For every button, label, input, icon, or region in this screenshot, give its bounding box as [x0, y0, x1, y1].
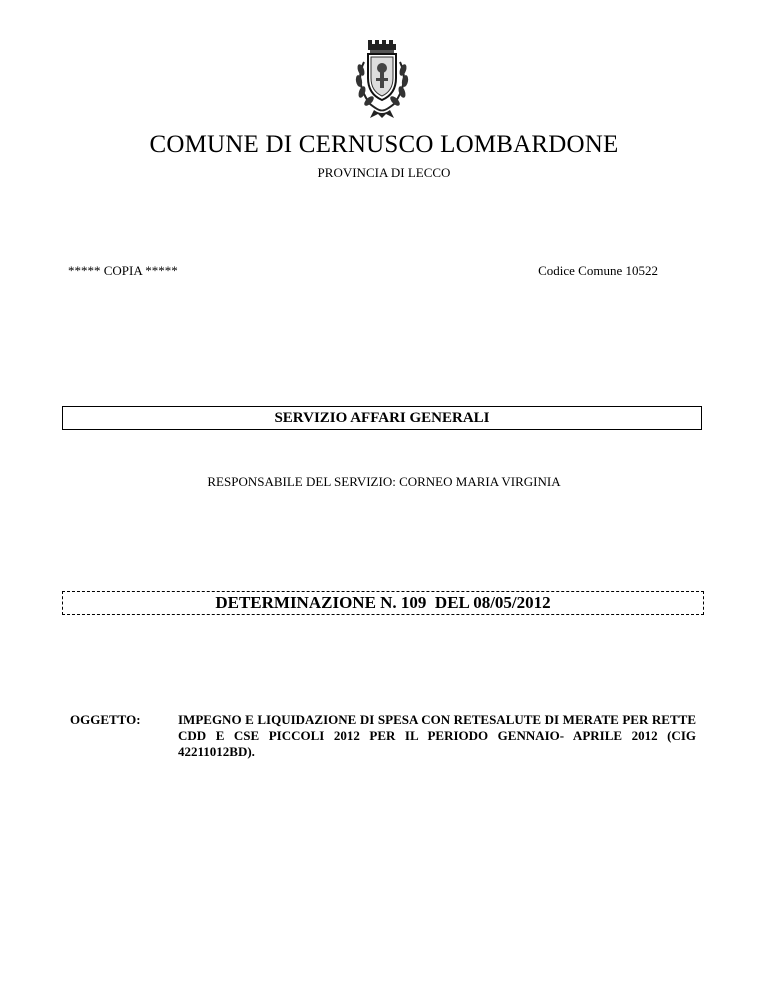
subject-text: IMPEGNO E LIQUIDAZIONE DI SPESA CON RETESALUTE DI MERATE PER RETTE CDD E CSE PICCOLI 2012 PER IL PERIODO GENNAIO- APRILE 2012 (CIG 42211012BD).: [178, 712, 696, 759]
municipality-title: COMUNE DI CERNUSCO LOMBARDONE: [149, 131, 619, 158]
service-box: [62, 406, 702, 430]
determination-box: [62, 591, 704, 615]
municipal-crest-icon: [340, 38, 424, 122]
determination-title: DETERMINAZIONE N. 109 DEL 08/05/2012: [215, 593, 551, 612]
subject-label: OGGETTO:: [70, 712, 141, 727]
service-responsible: RESPONSABILE DEL SERVIZIO: CORNEO MARIA VIRGINIA: [207, 474, 561, 489]
service-name: SERVIZIO AFFARI GENERALI: [274, 409, 490, 426]
municipality-code: Codice Comune 10522: [538, 263, 658, 278]
province-subtitle: PROVINCIA DI LECCO: [317, 165, 451, 180]
copy-label: ***** COPIA *****: [68, 263, 178, 278]
